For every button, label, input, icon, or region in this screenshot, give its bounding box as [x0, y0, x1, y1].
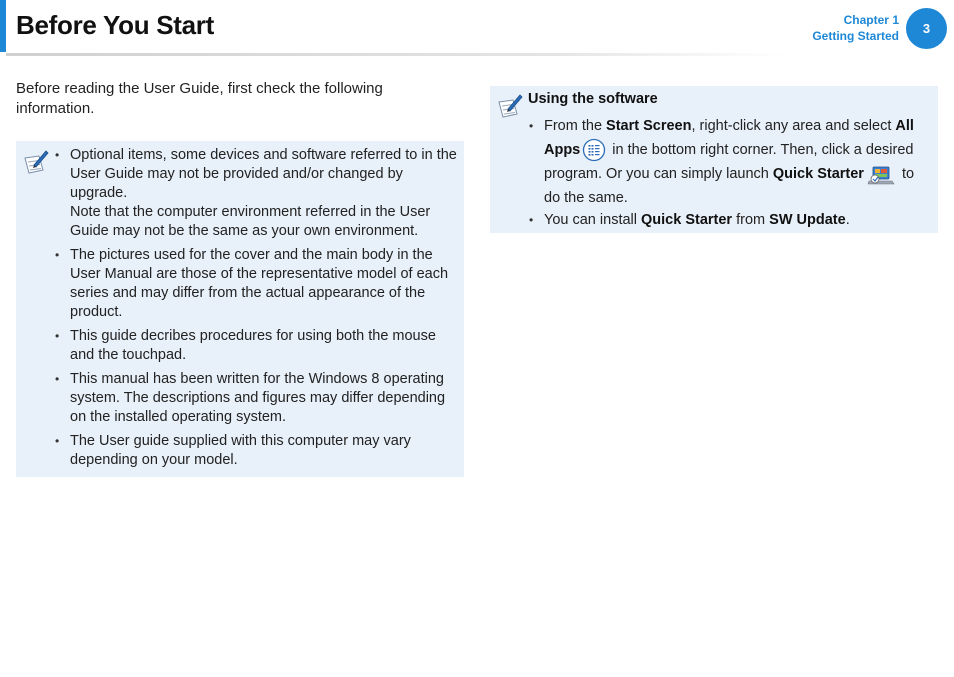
header-accent-bar	[0, 0, 6, 52]
list-item	[70, 146, 458, 241]
chapter-label: Chapter 1	[843, 13, 899, 27]
notes-box	[16, 141, 464, 477]
software-list	[544, 114, 928, 230]
text-run: You can install	[544, 212, 642, 229]
all-apps-icon	[582, 138, 606, 162]
note-pen-icon	[22, 148, 50, 176]
list-item: • The pictures used for the cover and the main body in the User Manual are those of the representative model of each series and may differ from the actual appearance of the product.	[70, 246, 458, 322]
text-run: from	[732, 212, 770, 229]
software-heading: Using the software	[528, 91, 658, 107]
quick-starter-icon	[866, 162, 896, 186]
list-item: • The User guide supplied with this computer may vary depending on your model.	[70, 432, 458, 470]
section-label: Getting Started	[812, 29, 899, 43]
list-item	[544, 114, 928, 210]
software-note-box	[490, 86, 938, 233]
list-item-text: Note that the computer environment referred in the User Guide may not be the same as your own environment.	[70, 204, 431, 239]
notes-list	[70, 146, 458, 475]
quick-starter-term: Quick Starter	[772, 166, 864, 183]
header-divider	[6, 53, 786, 56]
text-run: , right-click any area and select	[691, 118, 896, 134]
all-apps-term: All Apps	[544, 118, 914, 158]
page-number-badge: 3	[906, 8, 947, 49]
start-screen-term: Start Screen	[606, 118, 692, 134]
list-item	[544, 210, 928, 230]
list-item: • This manual has been written for the Windows 8 operating system. The descriptions and figures may differ depending on the installed operating system.	[70, 370, 458, 427]
quick-starter-term: Quick Starter	[641, 212, 733, 229]
text-run: .	[845, 212, 850, 229]
note-pen-icon	[496, 92, 524, 120]
intro-paragraph: Before reading the User Guide, first check the following information.	[16, 80, 383, 117]
page-title: Before You Start	[16, 10, 214, 40]
text-run: From the	[544, 118, 607, 134]
chapter-info	[812, 12, 899, 44]
text-run: in the bottom right corner. Then, click a desired program. Or you can simply launch	[544, 142, 914, 183]
sw-update-term: SW Update	[769, 212, 846, 229]
text-run: to do the same.	[544, 166, 915, 207]
page-header	[0, 0, 954, 56]
list-item: • This guide decribes procedures for using both the mouse and the touchpad.	[70, 327, 458, 365]
list-item-text: Optional items, some devices and software referred to in the User Guide may not be provided and/or changed by upgrade.	[70, 147, 457, 201]
